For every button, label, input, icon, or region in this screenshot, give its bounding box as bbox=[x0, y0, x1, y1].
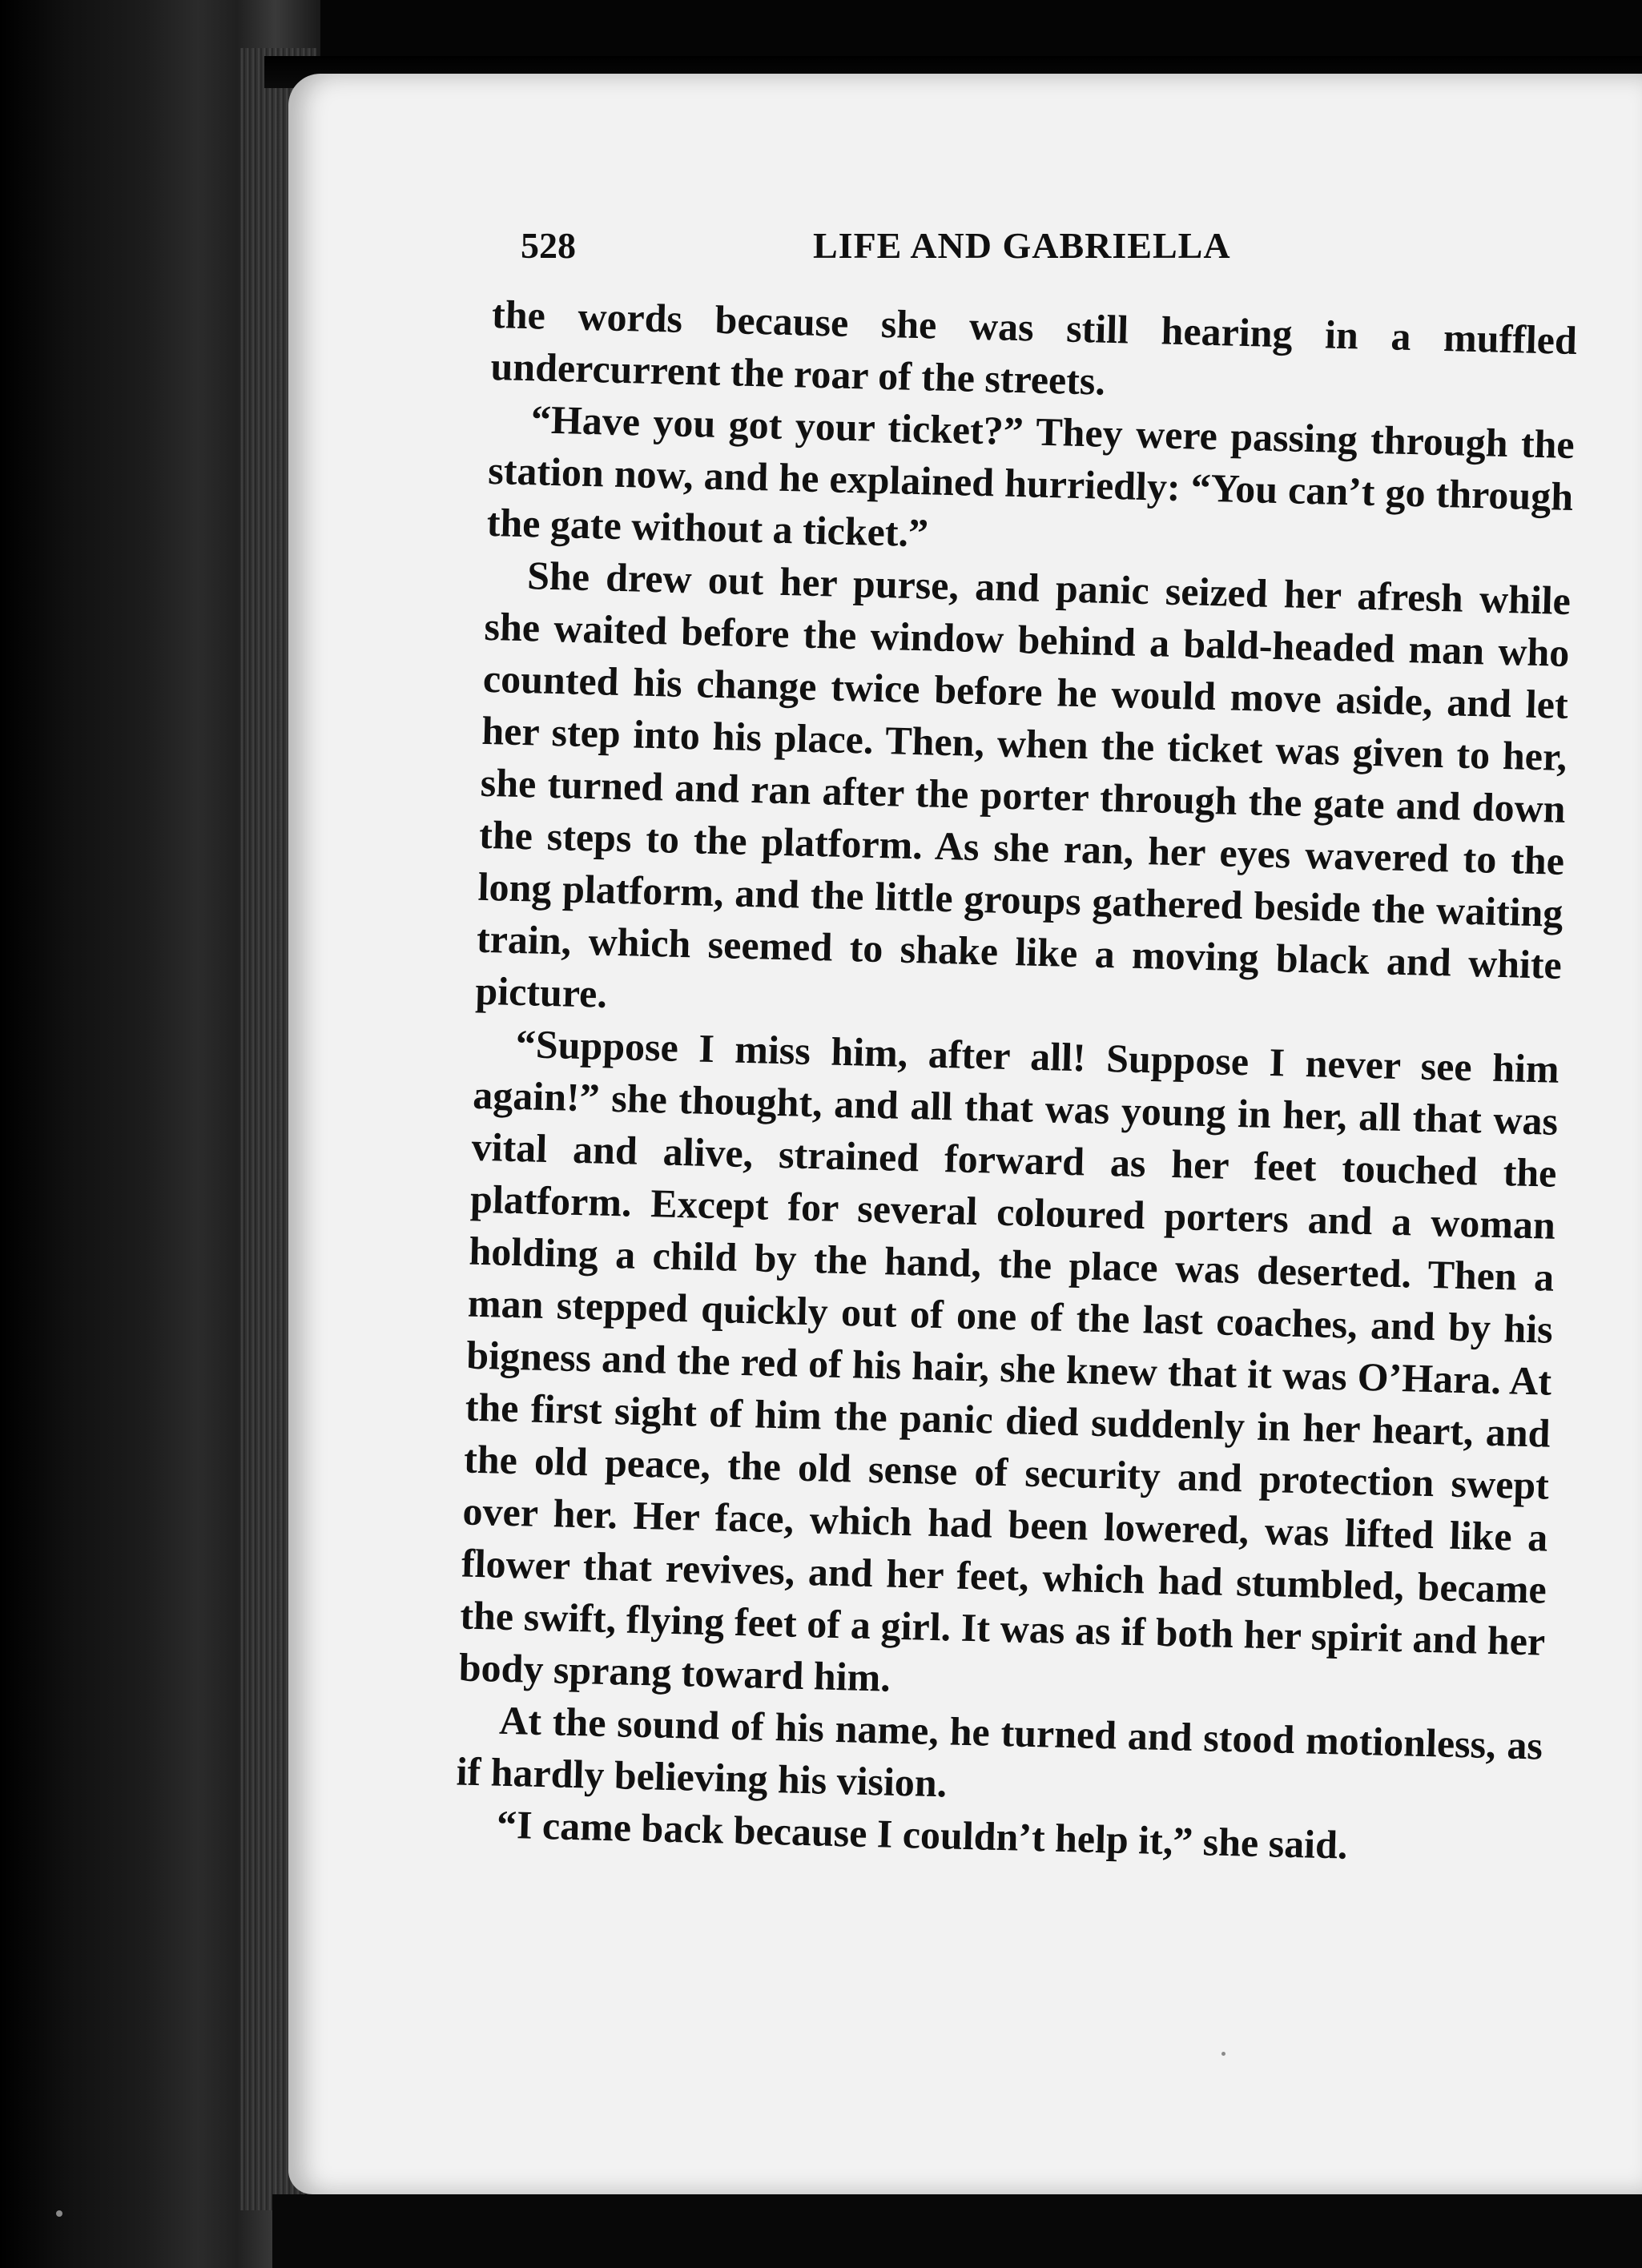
body-text bbox=[454, 288, 1577, 1876]
page-header bbox=[521, 216, 1578, 272]
paragraph-3: She drew out her purse, and panic seized her afresh while she waited before the window behind a bald-headed man who counted his change twice before he would move aside, and let her step into his place. Then, when the ticket was given to her, she turned and ran after the porter through the gate and down the steps to the platform. As she ran, her eyes wavered to the long platform, and the little groups gathered beside the waiting train, which seemed to shake like a moving black and white picture. bbox=[474, 553, 1572, 1016]
paragraph-2: “Have you got your ticket?” They were passing through the station now, and he explained hurriedly: “You can’t go through the gate without a ticket.” bbox=[486, 396, 1576, 556]
paragraph-4: “Suppose I miss him, after all! Suppose I never see him again!” she thought, and all that was young in her, all that was vital and alive, strained forward as her feet touched the platform. Except for several coloured porters and a woman holding a child by the hand, the place was deserted. Then a man stepped quickly out of one of the last coaches, and by his bigness and the red of his hair, she knew that it was O’Hara. At the first sight of him the panic died suddenly in her heart, and the old peace, the old sense of security and protection swept over her. Her face, which had been lowered, was lifted like a flower that revives, and her feet, which had stumbled, became the swift, flying feet of a girl. It was as if both her spirit and her body sprang toward him. bbox=[458, 1020, 1560, 1700]
dust-speck bbox=[1221, 2052, 1225, 2056]
paragraph-5: At the sound of his name, he turned and stood motionless, as if hardly believing his vision. bbox=[456, 1697, 1543, 1806]
running-head: LIFE AND GABRIELLA bbox=[813, 225, 1231, 266]
paragraph-6: “I came back because I couldn’t help it,” she said. bbox=[496, 1801, 1349, 1868]
paragraph-1: the words because she was still hearing in a muffled undercurrent the roar of the streets. bbox=[489, 291, 1578, 404]
page-number: 528 bbox=[521, 225, 576, 266]
bottom-shadow bbox=[272, 2194, 1642, 2268]
dust-speck bbox=[56, 2210, 62, 2217]
